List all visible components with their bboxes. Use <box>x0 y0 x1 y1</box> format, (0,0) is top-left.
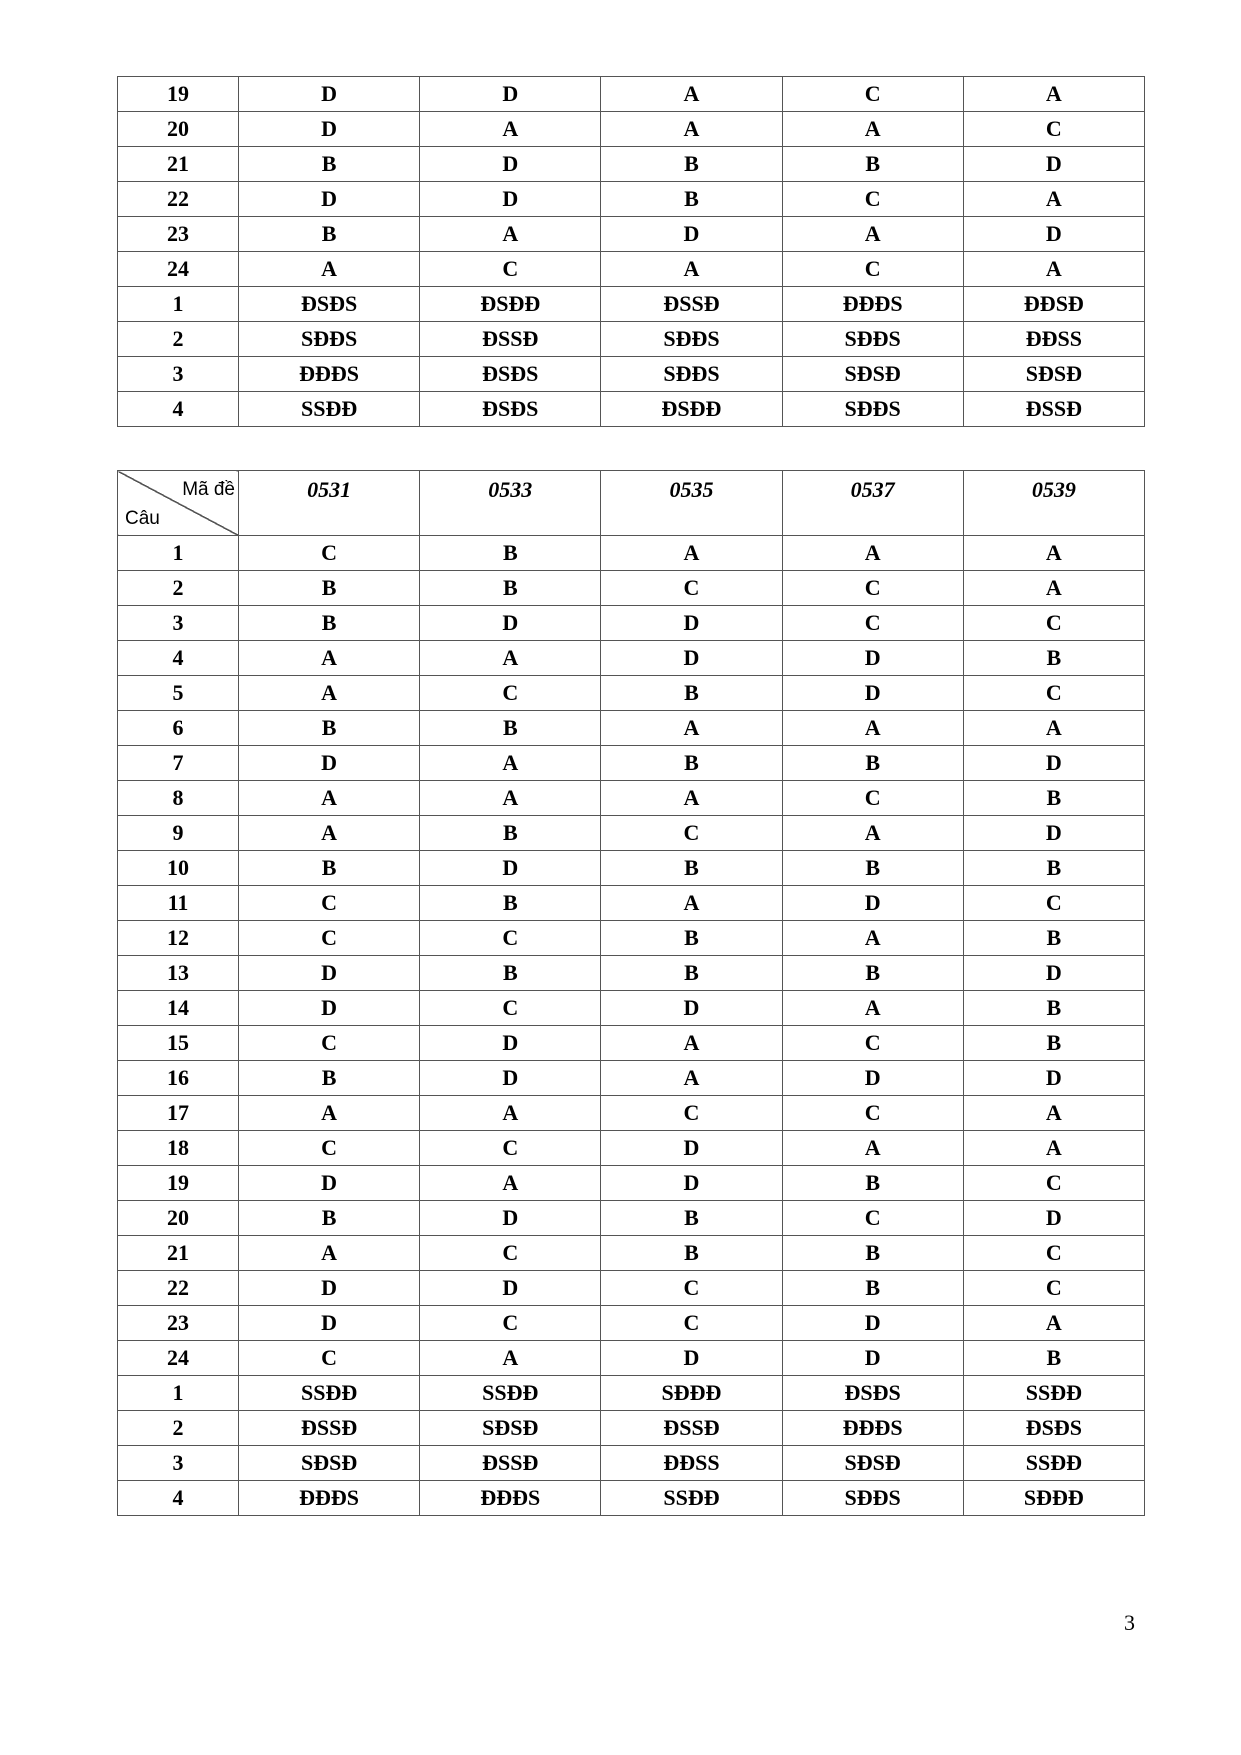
answer-cell: A <box>782 536 963 571</box>
answer-cell: SĐSĐ <box>782 357 963 392</box>
answer-cell: ĐĐĐS <box>420 1481 601 1516</box>
answer-cell: C <box>420 252 601 287</box>
question-number-cell: 4 <box>118 392 239 427</box>
answer-cell: D <box>963 147 1144 182</box>
answer-cell: C <box>782 781 963 816</box>
question-number-cell: 21 <box>118 147 239 182</box>
table-row <box>118 1411 1145 1446</box>
table-row <box>118 252 1145 287</box>
answer-cell: B <box>963 991 1144 1026</box>
answer-cell: C <box>963 606 1144 641</box>
answer-cell: ĐSSĐ <box>963 392 1144 427</box>
question-number-cell: 24 <box>118 1341 239 1376</box>
answer-cell: B <box>782 956 963 991</box>
page-number: 3 <box>1124 1610 1135 1635</box>
table-row <box>118 536 1145 571</box>
table-row <box>118 886 1145 921</box>
answer-cell: D <box>420 606 601 641</box>
answer-cell: D <box>420 851 601 886</box>
answer-cell: SĐĐS <box>782 392 963 427</box>
table-row <box>118 606 1145 641</box>
answer-cell: B <box>239 851 420 886</box>
answer-cell: A <box>420 1341 601 1376</box>
answer-cell: ĐSSĐ <box>239 1411 420 1446</box>
answer-cell: A <box>420 1096 601 1131</box>
answer-cell: D <box>963 746 1144 781</box>
answer-cell: C <box>420 676 601 711</box>
answer-cell: D <box>782 1341 963 1376</box>
answer-cell: B <box>601 851 782 886</box>
answer-cell: A <box>963 1096 1144 1131</box>
question-number-cell: 19 <box>118 77 239 112</box>
table-row <box>118 392 1145 427</box>
answer-cell: SSĐĐ <box>420 1376 601 1411</box>
corner-cell <box>118 471 239 536</box>
answer-cell: SĐĐS <box>782 322 963 357</box>
table-row <box>118 287 1145 322</box>
answer-cell: SĐSĐ <box>420 1411 601 1446</box>
question-number-cell: 20 <box>118 112 239 147</box>
exam-code-header: 0533 <box>420 471 601 536</box>
answer-cell: B <box>601 1236 782 1271</box>
answer-cell: A <box>601 711 782 746</box>
question-number-cell: 8 <box>118 781 239 816</box>
question-number-cell: 22 <box>118 1271 239 1306</box>
table-row <box>118 182 1145 217</box>
question-number-cell: 4 <box>118 1481 239 1516</box>
question-number-cell: 23 <box>118 217 239 252</box>
answer-cell: SSĐĐ <box>239 1376 420 1411</box>
answer-cell: A <box>239 1096 420 1131</box>
question-number-cell: 19 <box>118 1166 239 1201</box>
answer-cell: D <box>963 1201 1144 1236</box>
answer-cell: C <box>963 1271 1144 1306</box>
answer-cell: C <box>963 1166 1144 1201</box>
answer-cell: A <box>963 77 1144 112</box>
answer-cell: D <box>420 1271 601 1306</box>
answer-cell: C <box>963 676 1144 711</box>
answer-table-top-body <box>118 77 1145 427</box>
answer-cell: A <box>239 676 420 711</box>
answer-cell: B <box>420 886 601 921</box>
header-row <box>118 471 1145 536</box>
answer-cell: C <box>782 1096 963 1131</box>
table-row <box>118 991 1145 1026</box>
question-number-cell: 2 <box>118 1411 239 1446</box>
table-row <box>118 1131 1145 1166</box>
answer-cell: C <box>782 182 963 217</box>
answer-cell: SSĐĐ <box>601 1481 782 1516</box>
table-row <box>118 711 1145 746</box>
answer-cell: B <box>239 571 420 606</box>
answer-cell: A <box>239 252 420 287</box>
answer-cell: C <box>420 1131 601 1166</box>
answer-cell: SSĐĐ <box>963 1376 1144 1411</box>
question-number-cell: 5 <box>118 676 239 711</box>
question-number-cell: 3 <box>118 357 239 392</box>
answer-cell: D <box>963 217 1144 252</box>
answer-table-bottom <box>117 470 1145 1516</box>
table-row <box>118 816 1145 851</box>
answer-cell: B <box>420 956 601 991</box>
table-row <box>118 1376 1145 1411</box>
answer-cell: A <box>601 781 782 816</box>
answer-cell: C <box>782 571 963 606</box>
answer-cell: A <box>420 746 601 781</box>
answer-cell: SĐSĐ <box>963 357 1144 392</box>
answer-cell: C <box>963 112 1144 147</box>
answer-cell: D <box>601 991 782 1026</box>
answer-cell: D <box>420 147 601 182</box>
answer-cell: SSĐĐ <box>963 1446 1144 1481</box>
exam-code-header: 0531 <box>239 471 420 536</box>
answer-cell: C <box>601 571 782 606</box>
table-row <box>118 1481 1145 1516</box>
answer-cell: D <box>601 217 782 252</box>
answer-cell: C <box>420 921 601 956</box>
answer-cell: A <box>963 711 1144 746</box>
answer-cell: A <box>601 252 782 287</box>
answer-cell: C <box>239 1341 420 1376</box>
answer-cell: D <box>782 641 963 676</box>
answer-cell: SĐĐS <box>239 322 420 357</box>
answer-cell: D <box>782 886 963 921</box>
answer-cell: D <box>420 1061 601 1096</box>
table-row <box>118 956 1145 991</box>
table-row <box>118 746 1145 781</box>
answer-cell: B <box>239 711 420 746</box>
question-number-cell: 7 <box>118 746 239 781</box>
answer-cell: D <box>963 956 1144 991</box>
answer-cell: C <box>239 1026 420 1061</box>
answer-cell: ĐSĐS <box>782 1376 963 1411</box>
answer-cell: C <box>420 991 601 1026</box>
answer-cell: D <box>420 182 601 217</box>
answer-cell: B <box>782 147 963 182</box>
answer-cell: C <box>782 77 963 112</box>
answer-cell: B <box>601 956 782 991</box>
answer-cell: C <box>601 1096 782 1131</box>
answer-table-bottom-body <box>118 536 1145 1516</box>
table-row <box>118 1271 1145 1306</box>
question-number-cell: 20 <box>118 1201 239 1236</box>
answer-cell: D <box>601 641 782 676</box>
table-row <box>118 571 1145 606</box>
answer-cell: B <box>601 1201 782 1236</box>
answer-cell: C <box>239 1131 420 1166</box>
answer-cell: A <box>782 921 963 956</box>
table-row <box>118 322 1145 357</box>
answer-cell: B <box>239 217 420 252</box>
answer-cell: B <box>601 921 782 956</box>
answer-cell: ĐĐĐS <box>782 1411 963 1446</box>
answer-cell: SĐĐS <box>601 357 782 392</box>
question-number-cell: 1 <box>118 536 239 571</box>
answer-cell: A <box>601 886 782 921</box>
answer-cell: B <box>963 781 1144 816</box>
answer-cell: B <box>782 1271 963 1306</box>
answer-cell: B <box>963 1026 1144 1061</box>
table-row <box>118 1446 1145 1481</box>
answer-cell: ĐĐĐS <box>239 1481 420 1516</box>
answer-cell: A <box>239 816 420 851</box>
answer-cell: D <box>239 182 420 217</box>
answer-cell: B <box>782 851 963 886</box>
answer-cell: B <box>601 746 782 781</box>
answer-cell: A <box>601 77 782 112</box>
answer-cell: ĐSSĐ <box>601 1411 782 1446</box>
question-number-cell: 2 <box>118 571 239 606</box>
question-number-cell: 3 <box>118 606 239 641</box>
question-number-cell: 13 <box>118 956 239 991</box>
table-row <box>118 1096 1145 1131</box>
answer-cell: B <box>782 746 963 781</box>
answer-cell: C <box>239 886 420 921</box>
answer-cell: A <box>239 641 420 676</box>
table-row <box>118 1201 1145 1236</box>
table-row <box>118 1026 1145 1061</box>
answer-cell: ĐSSĐ <box>420 1446 601 1481</box>
table-row <box>118 676 1145 711</box>
answer-cell: B <box>420 536 601 571</box>
table-row <box>118 147 1145 182</box>
answer-cell: SĐĐS <box>601 322 782 357</box>
answer-cell: ĐSĐĐ <box>601 392 782 427</box>
answer-cell: D <box>601 1131 782 1166</box>
table-row <box>118 112 1145 147</box>
question-number-cell: 6 <box>118 711 239 746</box>
answer-cell: ĐSĐS <box>420 392 601 427</box>
table-row <box>118 851 1145 886</box>
answer-cell: C <box>601 816 782 851</box>
answer-cell: ĐSSĐ <box>420 322 601 357</box>
answer-cell: A <box>963 252 1144 287</box>
answer-cell: A <box>601 1061 782 1096</box>
table-row <box>118 1166 1145 1201</box>
answer-cell: ĐĐSS <box>963 322 1144 357</box>
answer-cell: B <box>963 921 1144 956</box>
answer-cell: A <box>782 991 963 1026</box>
answer-cell: D <box>239 112 420 147</box>
answer-cell: A <box>601 112 782 147</box>
answer-cell: D <box>239 746 420 781</box>
answer-cell: A <box>420 781 601 816</box>
table-row <box>118 1306 1145 1341</box>
question-number-cell: 14 <box>118 991 239 1026</box>
answer-cell: D <box>601 1341 782 1376</box>
answer-cell: D <box>239 956 420 991</box>
answer-cell: D <box>420 1026 601 1061</box>
question-number-cell: 1 <box>118 287 239 322</box>
table-row <box>118 77 1145 112</box>
answer-cell: A <box>601 536 782 571</box>
answer-cell: B <box>963 1341 1144 1376</box>
answer-cell: A <box>963 536 1144 571</box>
answer-cell: B <box>963 641 1144 676</box>
answer-cell: B <box>963 851 1144 886</box>
question-number-cell: 12 <box>118 921 239 956</box>
question-label: Câu <box>125 508 160 529</box>
question-number-cell: 3 <box>118 1446 239 1481</box>
answer-cell: ĐSSĐ <box>601 287 782 322</box>
answer-cell: SSĐĐ <box>239 392 420 427</box>
question-number-cell: 18 <box>118 1131 239 1166</box>
answer-cell: A <box>963 182 1144 217</box>
answer-table-top <box>117 76 1145 427</box>
answer-cell: C <box>420 1236 601 1271</box>
answer-cell: B <box>239 1201 420 1236</box>
answer-cell: ĐSĐS <box>420 357 601 392</box>
answer-cell: C <box>782 252 963 287</box>
answer-cell: B <box>239 1061 420 1096</box>
answer-cell: B <box>601 182 782 217</box>
answer-cell: ĐSĐS <box>963 1411 1144 1446</box>
answer-cell: C <box>239 536 420 571</box>
answer-cell: C <box>782 1201 963 1236</box>
question-number-cell: 2 <box>118 322 239 357</box>
answer-cell: D <box>239 1306 420 1341</box>
table-row <box>118 641 1145 676</box>
answer-cell: SĐSĐ <box>239 1446 420 1481</box>
question-number-cell: 17 <box>118 1096 239 1131</box>
answer-cell: ĐSĐS <box>239 287 420 322</box>
answer-cell: A <box>601 1026 782 1061</box>
answer-cell: B <box>420 711 601 746</box>
question-number-cell: 10 <box>118 851 239 886</box>
question-number-cell: 21 <box>118 1236 239 1271</box>
answer-cell: C <box>601 1306 782 1341</box>
answer-cell: B <box>420 816 601 851</box>
table-row <box>118 1061 1145 1096</box>
answer-cell: A <box>963 1131 1144 1166</box>
answer-cell: ĐĐSS <box>601 1446 782 1481</box>
table-row <box>118 781 1145 816</box>
answer-cell: A <box>782 1131 963 1166</box>
answer-cell: SĐĐS <box>782 1481 963 1516</box>
answer-cell: D <box>601 1166 782 1201</box>
question-number-cell: 24 <box>118 252 239 287</box>
answer-cell: D <box>239 1271 420 1306</box>
question-number-cell: 16 <box>118 1061 239 1096</box>
answer-cell: B <box>420 571 601 606</box>
answer-cell: A <box>782 816 963 851</box>
answer-cell: C <box>963 886 1144 921</box>
answer-cell: B <box>239 147 420 182</box>
answer-cell: SĐĐĐ <box>963 1481 1144 1516</box>
answer-cell: D <box>601 606 782 641</box>
question-number-cell: 1 <box>118 1376 239 1411</box>
table-row <box>118 217 1145 252</box>
answer-cell: D <box>963 1061 1144 1096</box>
table-row <box>118 1236 1145 1271</box>
answer-cell: ĐĐĐS <box>239 357 420 392</box>
answer-cell: SĐSĐ <box>782 1446 963 1481</box>
answer-cell: D <box>420 1201 601 1236</box>
answer-cell: A <box>782 711 963 746</box>
answer-cell: C <box>420 1306 601 1341</box>
answer-cell: A <box>963 1306 1144 1341</box>
table-row <box>118 357 1145 392</box>
question-number-cell: 4 <box>118 641 239 676</box>
exam-code-header: 0539 <box>963 471 1144 536</box>
answer-cell: A <box>239 781 420 816</box>
answer-cell: B <box>239 606 420 641</box>
answer-cell: A <box>782 217 963 252</box>
exam-code-label: Mã đề <box>182 479 235 500</box>
answer-cell: A <box>420 641 601 676</box>
question-number-cell: 9 <box>118 816 239 851</box>
answer-cell: B <box>782 1236 963 1271</box>
question-number-cell: 11 <box>118 886 239 921</box>
exam-code-header: 0537 <box>782 471 963 536</box>
answer-cell: A <box>239 1236 420 1271</box>
answer-cell: A <box>782 112 963 147</box>
answer-cell: ĐĐĐS <box>782 287 963 322</box>
answer-cell: D <box>420 77 601 112</box>
answer-cell: C <box>782 606 963 641</box>
answer-cell: C <box>239 921 420 956</box>
answer-cell: B <box>782 1166 963 1201</box>
question-number-cell: 15 <box>118 1026 239 1061</box>
exam-code-header: 0535 <box>601 471 782 536</box>
answer-cell: C <box>601 1271 782 1306</box>
answer-cell: ĐĐSĐ <box>963 287 1144 322</box>
answer-cell: C <box>963 1236 1144 1271</box>
answer-cell: ĐSĐĐ <box>420 287 601 322</box>
answer-cell: D <box>239 77 420 112</box>
answer-cell: A <box>420 217 601 252</box>
answer-cell: D <box>239 1166 420 1201</box>
answer-cell: SĐĐĐ <box>601 1376 782 1411</box>
table-row <box>118 1341 1145 1376</box>
answer-cell: D <box>782 1061 963 1096</box>
answer-cell: C <box>782 1026 963 1061</box>
answer-cell: A <box>420 112 601 147</box>
answer-cell: D <box>963 816 1144 851</box>
answer-cell: B <box>601 147 782 182</box>
answer-cell: D <box>782 676 963 711</box>
answer-cell: D <box>782 1306 963 1341</box>
answer-cell: D <box>239 991 420 1026</box>
question-number-cell: 22 <box>118 182 239 217</box>
question-number-cell: 23 <box>118 1306 239 1341</box>
answer-cell: A <box>420 1166 601 1201</box>
answer-cell: B <box>601 676 782 711</box>
answer-cell: A <box>963 571 1144 606</box>
table-row <box>118 921 1145 956</box>
